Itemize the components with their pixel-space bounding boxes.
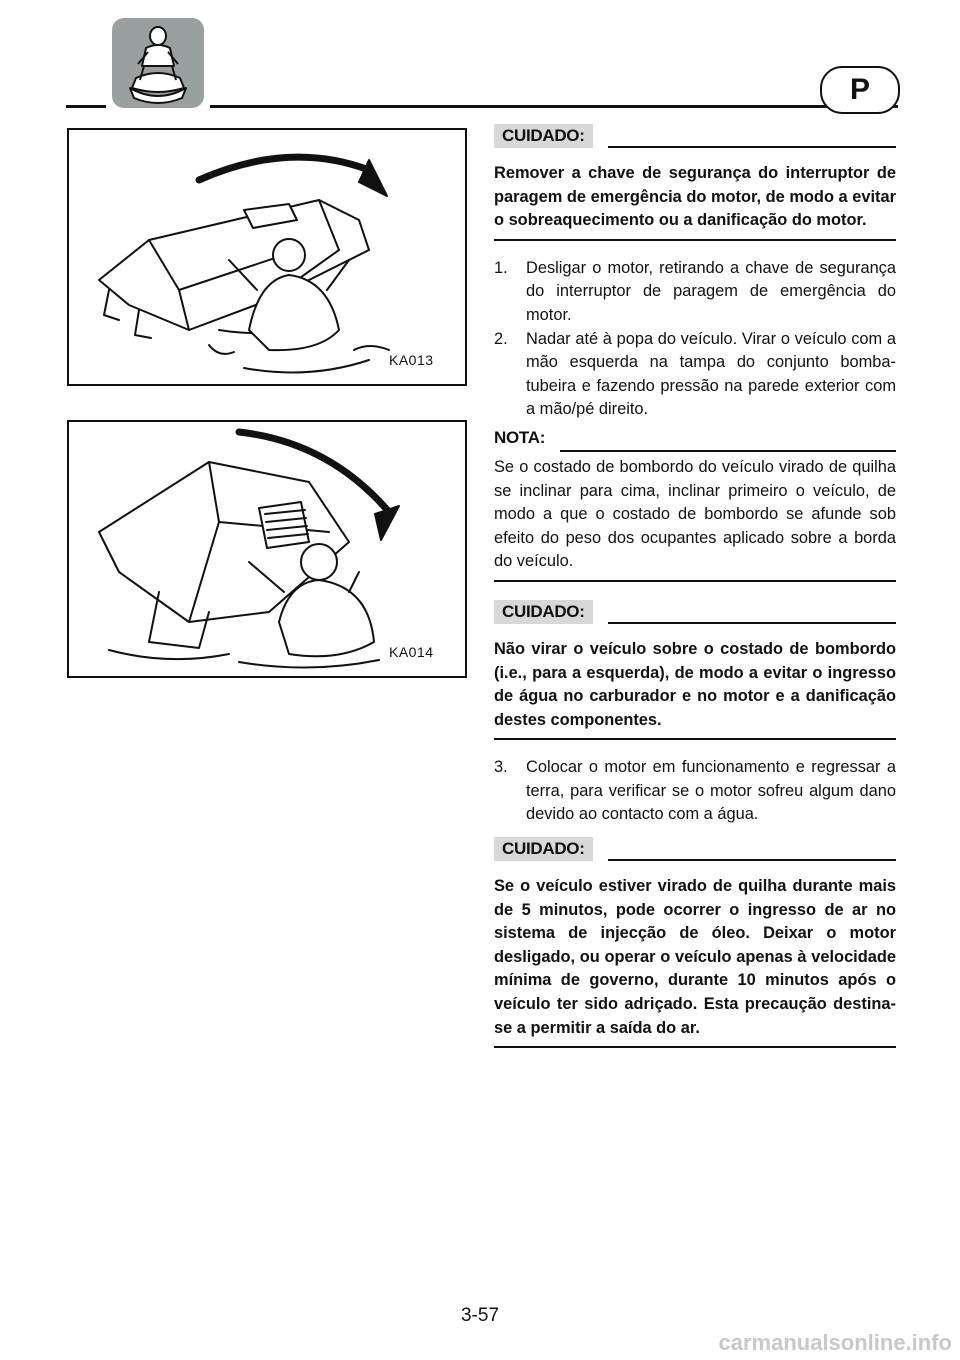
caution-text: Remover a chave de segurança do interruptor de paragem de emergência do motor, de modo a evitar o sobreaquecimento ou a danificação do motor. — [494, 164, 896, 230]
caution-end-rule — [494, 1046, 896, 1048]
caution-end-rule — [494, 738, 896, 740]
note-label: NOTA: — [494, 427, 546, 447]
caution-label: CUIDADO: — [494, 600, 593, 624]
righting-illustration-2 — [69, 422, 465, 676]
note-rule — [560, 450, 896, 452]
caution-text: Se o veículo estiver virado de quilha durante mais de 5 minutos, pode ocorrer o ingresso de ar no sistema de injecção de óleo. Deixar o motor desligado, ou operar o veículo apenas à velocidade mínima de governo, durante 10 minutos após o veículo ter sido adriçado. Esta precaução destina-se a permitir a saída do ar. — [494, 877, 896, 1037]
caution-rule — [608, 622, 896, 624]
header-rule-left — [66, 105, 106, 108]
caution-label: CUIDADO: — [494, 124, 593, 148]
page-number: 3-57 — [460, 1305, 500, 1326]
figure-code: KA013 — [389, 352, 434, 368]
content-column — [494, 124, 896, 1048]
figure-ka013 — [67, 128, 467, 386]
figure-ka014 — [67, 420, 467, 678]
header-rule-right — [210, 105, 898, 108]
caution-header — [494, 124, 896, 152]
caution-end-rule — [494, 239, 896, 241]
steps-list — [494, 756, 896, 827]
figure-code: KA014 — [389, 644, 434, 660]
watermark: carmanualsonline.info — [718, 1330, 952, 1355]
language-badge: P — [820, 66, 900, 114]
caution-rule — [608, 146, 896, 148]
note-header — [494, 428, 896, 456]
caution-header — [494, 600, 896, 628]
section-tab — [112, 18, 204, 108]
caution-rule — [608, 859, 896, 861]
jet-ski-rider-icon — [112, 18, 204, 108]
caution-text: Não virar o veículo sobre o costado de bombordo (i.e., para a esquerda), de modo a evitar o ingresso de água no carburador e no motor e a danificação destes componentes. — [494, 639, 896, 729]
list-item: 1. Desligar o motor, retirando a chave de segurança do interruptor de paragem de emergência do motor. — [494, 258, 896, 324]
steps-list — [494, 257, 896, 422]
caution-header — [494, 837, 896, 865]
note-end-rule — [494, 580, 896, 582]
righting-illustration-1 — [69, 130, 465, 384]
list-item: 2. Nadar até à popa do veículo. Virar o veículo com a mão esquerda na tampa do conjunto bomba-tubeira e fazendo pressão na parede exterior com a mão/pé direito. — [494, 329, 896, 419]
caution-label: CUIDADO: — [494, 837, 593, 861]
note-text: Se o costado de bombordo do veículo virado de quilha se inclinar para cima, inclinar primeiro o veículo, de modo a que o costado de bombordo se afunde sob efeito do peso dos ocupantes aplicado sobre a borda do veículo. — [494, 457, 896, 571]
list-item: 3. Colocar o motor em funcionamento e regressar a terra, para verificar se o motor sofreu algum dano devido ao contacto com a água. — [494, 758, 896, 824]
